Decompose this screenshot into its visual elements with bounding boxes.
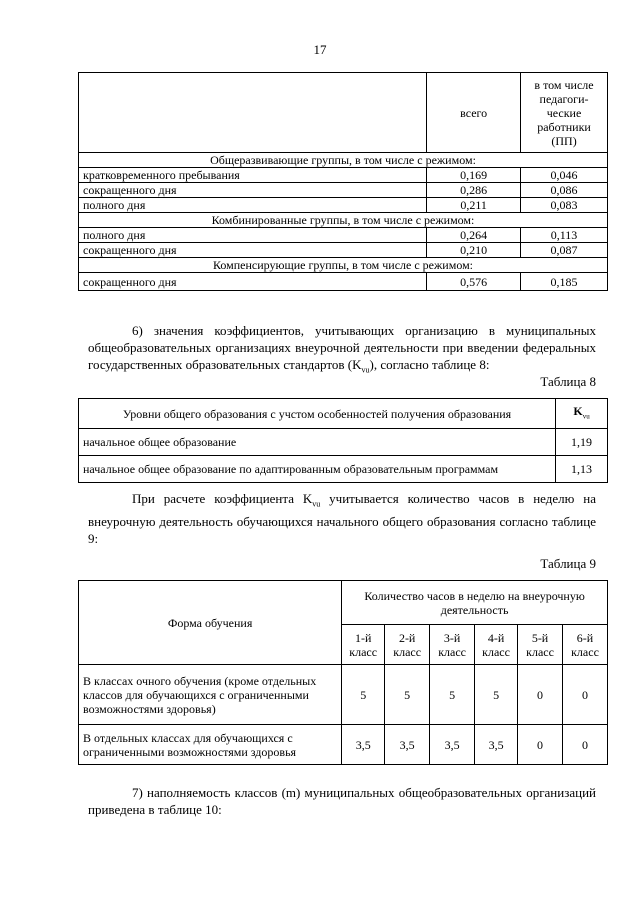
table9-row-label: В классах очного обучения (кроме отдельных классов для обучающихся с ограниченными возможностями здоровья): [79, 665, 342, 725]
table9-cell: 0: [563, 725, 608, 765]
table8-header-level: Уровни общего образования с учстом особенностей получения образования: [79, 399, 556, 429]
paragraph-6-tail: ), согласно таблице 8:: [369, 357, 490, 372]
table9-class-header: 6-й класс: [563, 625, 608, 665]
table9-cell: 0: [518, 725, 563, 765]
table7-header-empty: [79, 73, 427, 153]
table7-row-total: 0,264: [427, 228, 521, 243]
table7-row-label: полного дня: [79, 228, 427, 243]
table9-class-header: 1-й класс: [342, 625, 385, 665]
table9-cell: 5: [385, 665, 430, 725]
table9-class-header: 4-й класс: [475, 625, 518, 665]
table9-cell: 0: [563, 665, 608, 725]
table9-caption: Таблица 9: [540, 556, 596, 571]
kvu-subscript: vu: [361, 365, 370, 375]
paragraph-kvu: [88, 490, 596, 547]
table7-row-label: сокращенного дня: [79, 273, 427, 291]
table7-row-staff: 0,087: [521, 243, 608, 258]
table8-row-value: 1,13: [556, 456, 608, 483]
table7-row-label: кратковременного пребывания: [79, 168, 427, 183]
table7-header-staff: в том числе педагоги-ческие работники (ПП): [521, 73, 608, 153]
table7-row-staff: 0,113: [521, 228, 608, 243]
table7-row-staff: 0,083: [521, 198, 608, 213]
paragraph-kvu-pre: При расчете коэффициента K: [132, 491, 313, 506]
table9-cell: 5: [475, 665, 518, 725]
table9-cell: 3,5: [475, 725, 518, 765]
paragraph-kvu-text: учитывается количество часов в неделю на внеурочную деятельность обучающихся начального общего образования согласно таблице 9:: [88, 491, 596, 546]
table9-cell: 0: [518, 665, 563, 725]
table-9: [78, 580, 608, 765]
table9-cell: 5: [342, 665, 385, 725]
table7-row-total: 0,211: [427, 198, 521, 213]
table7-row-staff: 0,046: [521, 168, 608, 183]
table8-header-k-sub: vu: [582, 412, 590, 421]
kvu-subscript: vu: [312, 499, 321, 509]
table7-row-label: сокращенного дня: [79, 243, 427, 258]
paragraph-7: 7) наполняемость классов (m) муниципальных общеобразовательных организаций приведена в таблице 10:: [88, 785, 596, 817]
paragraph-6: [88, 322, 596, 379]
table-8: [78, 398, 608, 483]
table9-class-header: 2-й класс: [385, 625, 430, 665]
table9-row-label: В отдельных классах для обучающихся с ограниченными возможностями здоровья: [79, 725, 342, 765]
table8-header-k-letter: K: [573, 403, 583, 418]
table7-row-label: полного дня: [79, 198, 427, 213]
table7-row-staff: 0,086: [521, 183, 608, 198]
table8-row-value: 1,19: [556, 429, 608, 456]
table7-row-total: 0,286: [427, 183, 521, 198]
table7-row-total: 0,210: [427, 243, 521, 258]
table7-group-title: Комбинированные группы, в том числе с режимом:: [79, 213, 608, 228]
table7-header-total: всего: [427, 73, 521, 153]
table9-cell: 3,5: [430, 725, 475, 765]
table7-row-total: 0,169: [427, 168, 521, 183]
table7-group-title: Общеразвивающие группы, в том числе с режимом:: [79, 153, 608, 168]
table9-class-header: 3-й класс: [430, 625, 475, 665]
page-number: 17: [313, 42, 327, 57]
table8-caption: Таблица 8: [540, 374, 596, 389]
table8-header-k: [556, 399, 608, 429]
table7-row-total: 0,576: [427, 273, 521, 291]
table9-class-header: 5-й класс: [518, 625, 563, 665]
table-7: [78, 72, 608, 291]
table7-row-staff: 0,185: [521, 273, 608, 291]
table7-group-title: Компенсирующие группы, в том числе с режимом:: [79, 258, 608, 273]
table7-row-label: сокращенного дня: [79, 183, 427, 198]
table9-cell: 3,5: [342, 725, 385, 765]
table9-cell: 5: [430, 665, 475, 725]
table8-row-label: начальное общее образование: [79, 429, 556, 456]
table9-cell: 3,5: [385, 725, 430, 765]
table9-header-hours: Количество часов в неделю на внеурочную деятельность: [342, 581, 608, 625]
table8-row-label: начальное общее образование по адаптированным образовательным программам: [79, 456, 556, 483]
table9-header-form: Форма обучения: [79, 581, 342, 665]
paragraph-6-text: 6) значения коэффициентов, учитывающих организацию в муниципальных общеобразовательных организациях внеурочной деятельности при введении федеральных государственных образовательных стандартов (K: [88, 323, 596, 372]
